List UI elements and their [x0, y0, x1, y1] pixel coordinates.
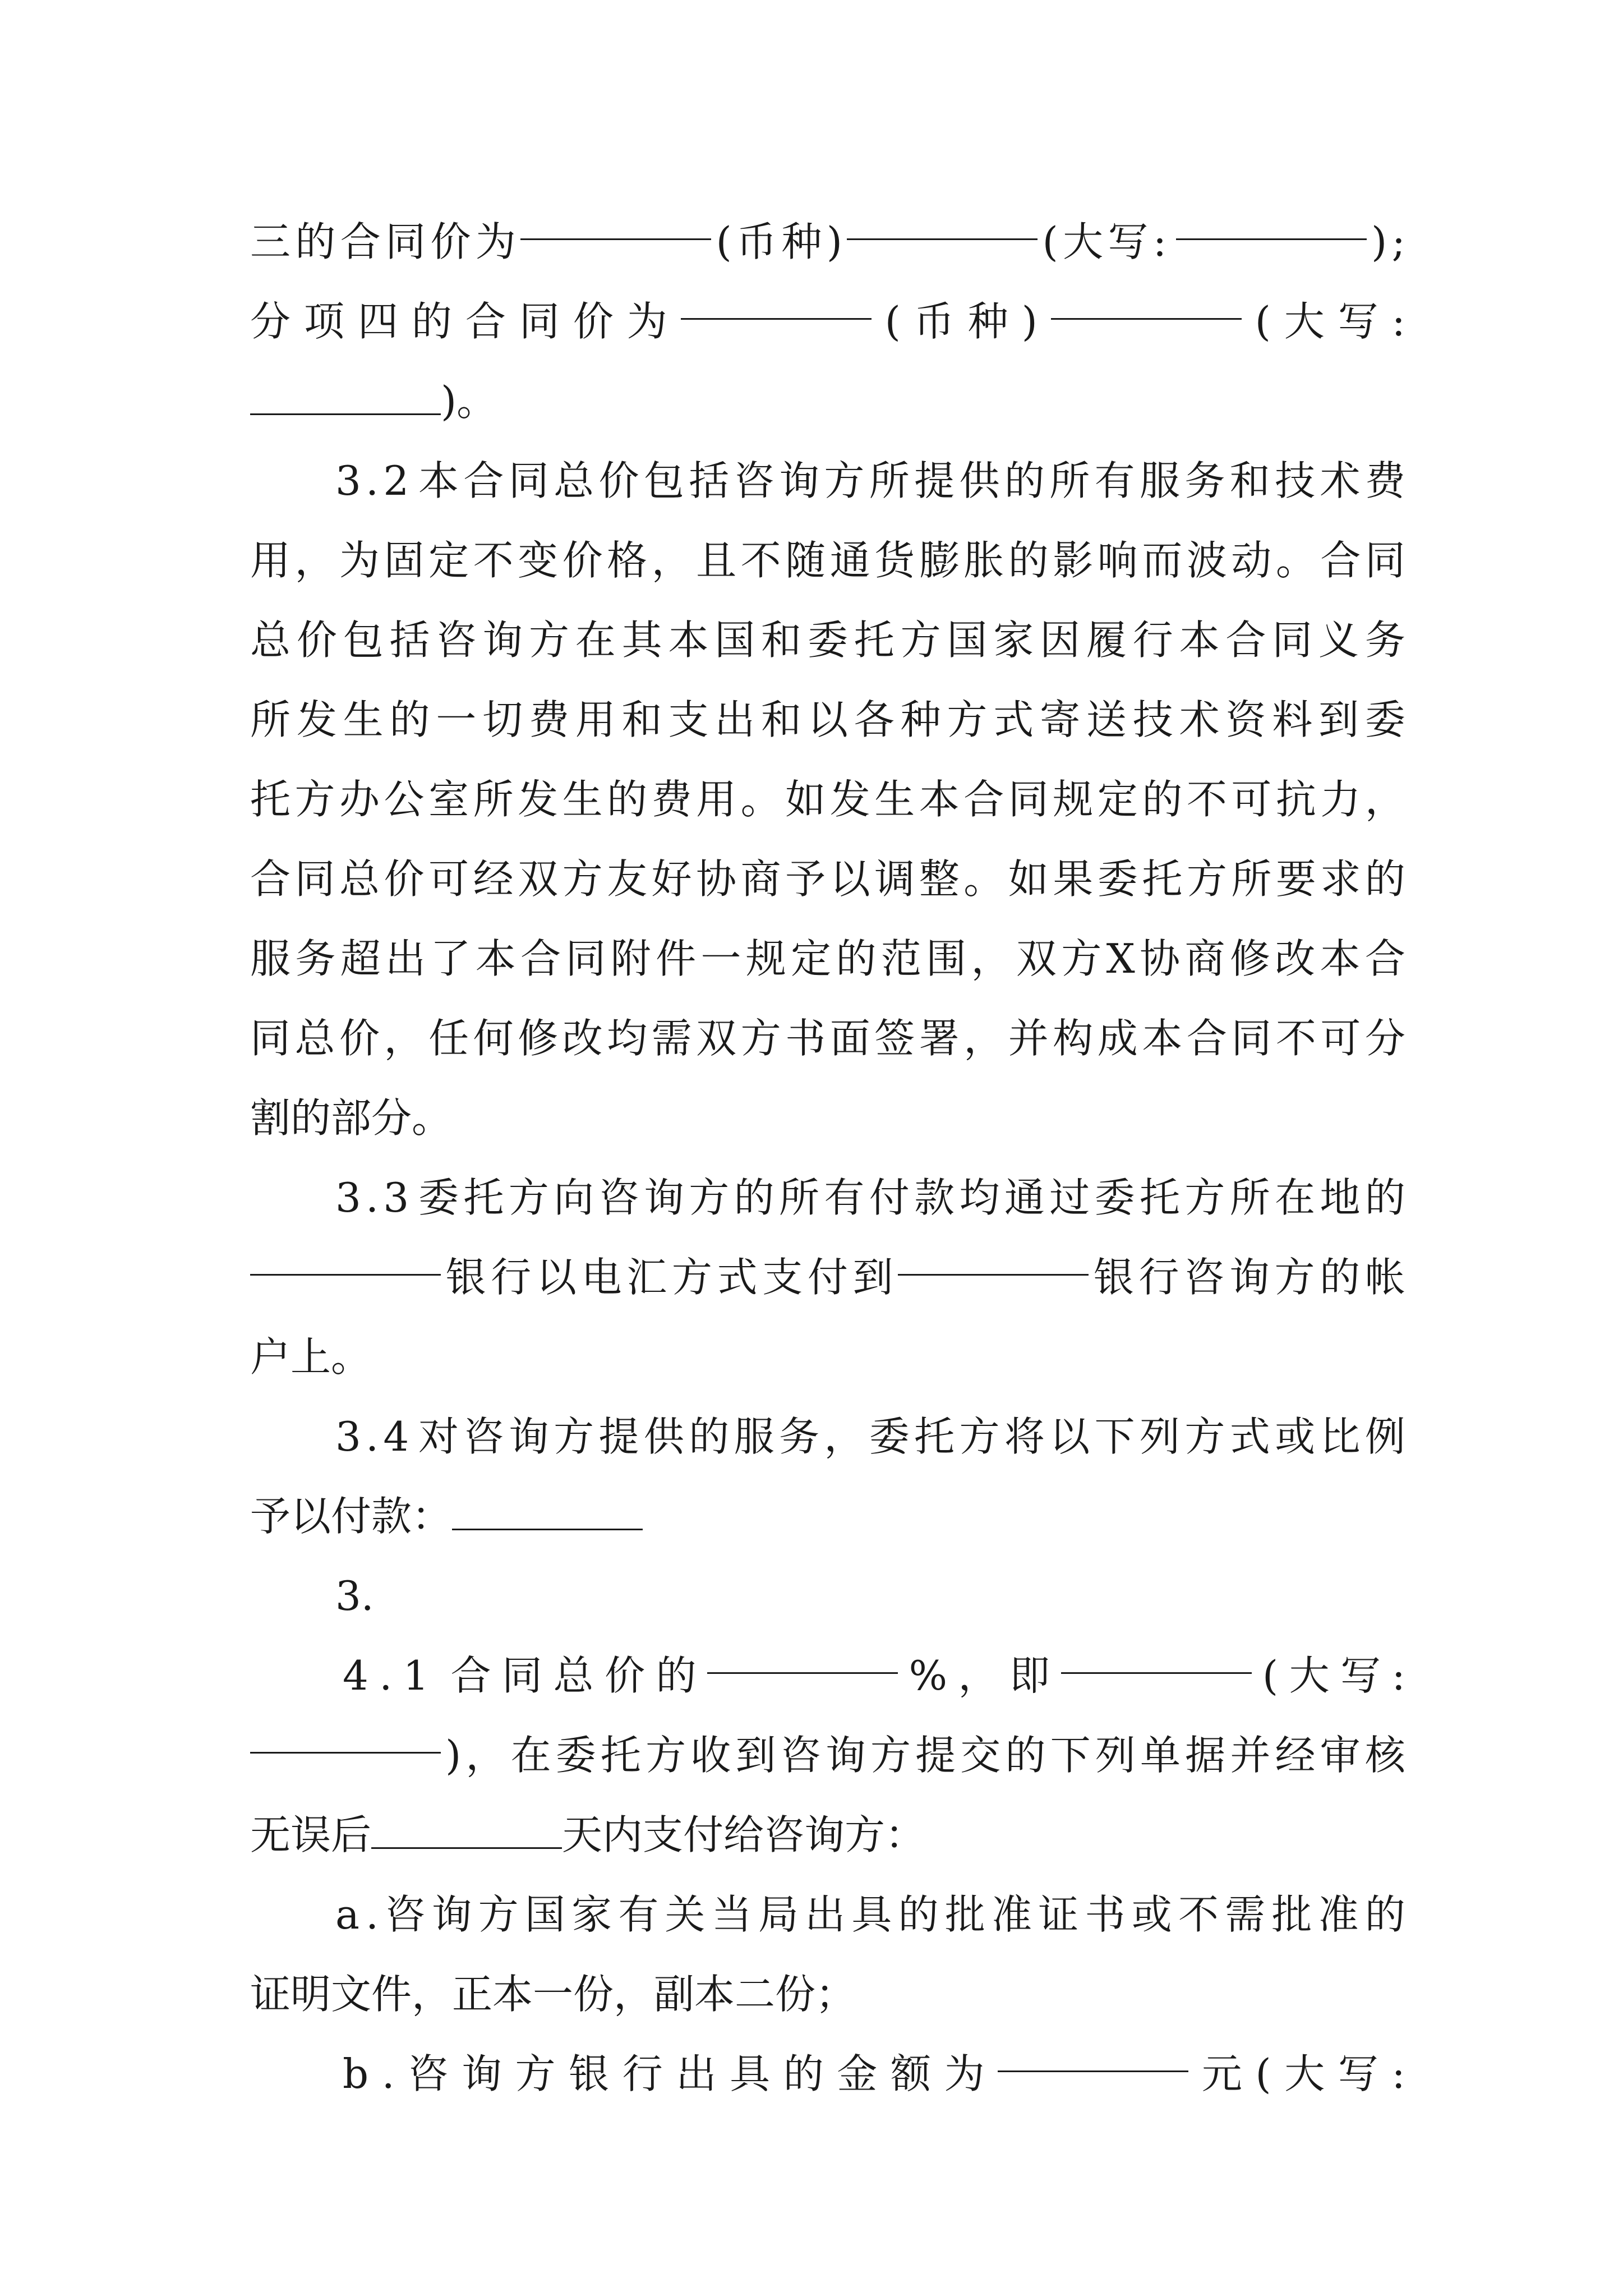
text-line-l22: a . 咨 询 方 国 家 有 关 当 局 出 具 的 批 准 证 书 或 不 需 批 准 的	[335, 1891, 1405, 1938]
text-line-l05: 用 ， 为 固 定 不 变 价 格 ， 且 不 随 通 货 膨 胀 的 影 响 而 波 动 。 合 同	[250, 537, 1405, 584]
text-line-l20: ) ， 在 委 托 方 收 到 咨 询 方 提 交 的 下 列 单 据 并 经 审 核	[250, 1715, 1405, 1795]
fill-in-blank[interactable]	[371, 1811, 562, 1849]
text-line-l24: b . 咨 询 方 银 行 出 具 的 金 额 为 元 ( 大 写 :	[250, 2034, 1405, 2114]
line-text: 3.	[335, 1572, 374, 1619]
line-text: 予以付款：	[250, 1493, 453, 1540]
fill-in-blank[interactable]	[250, 377, 441, 415]
text-line-l23	[250, 1954, 1405, 2034]
fill-in-blank[interactable]	[998, 2034, 1188, 2072]
line-text: 割的部分。	[250, 1094, 453, 1142]
text-line-l10: 服 务 超 出 了 本 合 同 附 件 一 规 定 的 范 围 ， 双 方 X 协 商 修 改 本 合	[250, 935, 1405, 982]
line-text: 天内支付给咨询方：	[562, 1811, 926, 1858]
fill-in-blank[interactable]	[250, 1237, 441, 1276]
text-line-l09: 合 同 总 价 可 经 双 方 友 好 协 商 予 以 调 整 。 如 果 委 托 方 所 要 求 的	[250, 855, 1405, 903]
text-line-l19: 4 . 1 合 同 总 价 的 % ， 即 ( 大 写 :	[250, 1636, 1405, 1715]
text-line-l16: 3 . 4 对 咨 询 方 提 供 的 服 务 ， 委 托 方 将 以 下 列 方 式 或 比 例	[335, 1413, 1405, 1460]
text-line-l04: 3 . 2 本 合 同 总 价 包 括 咨 询 方 所 提 供 的 所 有 服 务 和 技 术 费	[335, 457, 1405, 504]
text-line-l15	[250, 1317, 1405, 1397]
fill-in-blank[interactable]	[250, 1715, 441, 1754]
text-line-l17	[250, 1476, 1405, 1556]
text-line-l03	[250, 361, 1405, 441]
line-text: )。	[441, 378, 497, 425]
line-text: 无误后	[250, 1811, 372, 1858]
text-line-l01: 三 的 合 同 价 为 ( 币 种 ) ( 大 写 : ) ;	[250, 202, 1405, 282]
text-line-l18	[250, 1556, 1405, 1636]
line-text: 户上。	[250, 1333, 372, 1381]
text-line-l13: 3 . 3 委 托 方 向 咨 询 方 的 所 有 付 款 均 通 过 委 托 方 所 在 地 的	[335, 1174, 1405, 1221]
text-line-l02: 分 项 四 的 合 同 价 为 ( 币 种 ) ( 大 写 :	[250, 282, 1405, 361]
fill-in-blank[interactable]	[1176, 202, 1367, 240]
fill-in-blank[interactable]	[681, 282, 872, 320]
document-body	[250, 202, 1405, 2114]
line-text: 证明文件，正本一份，副本二份；	[250, 1971, 856, 2018]
text-line-l07: 所 发 生 的 一 切 费 用 和 支 出 和 以 各 种 方 式 寄 送 技 术 资 料 到 委	[250, 696, 1405, 743]
text-line-l08: 托 方 办 公 室 所 发 生 的 费 用 。 如 发 生 本 合 同 规 定 的 不 可 抗 力 ，	[250, 776, 1405, 823]
text-line-l06: 总 价 包 括 咨 询 方 在 其 本 国 和 委 托 方 国 家 因 履 行 本 合 同 义 务	[250, 616, 1405, 664]
text-line-l14: 银 行 以 电 汇 方 式 支 付 到 银 行 咨 询 方 的 帐	[250, 1237, 1405, 1317]
fill-in-blank[interactable]	[898, 1237, 1089, 1276]
fill-in-blank[interactable]	[847, 202, 1038, 240]
fill-in-blank[interactable]	[707, 1636, 898, 1674]
fill-in-blank[interactable]	[452, 1492, 643, 1530]
fill-in-blank[interactable]	[1051, 282, 1242, 320]
text-line-l12	[250, 1078, 1405, 1158]
fill-in-blank[interactable]	[520, 202, 711, 240]
text-line-l21	[250, 1795, 1405, 1875]
text-line-l11: 同 总 价 ， 任 何 修 改 均 需 双 方 书 面 签 署 ， 并 构 成 本 合 同 不 可 分	[250, 1015, 1405, 1062]
fill-in-blank[interactable]	[1061, 1636, 1252, 1674]
